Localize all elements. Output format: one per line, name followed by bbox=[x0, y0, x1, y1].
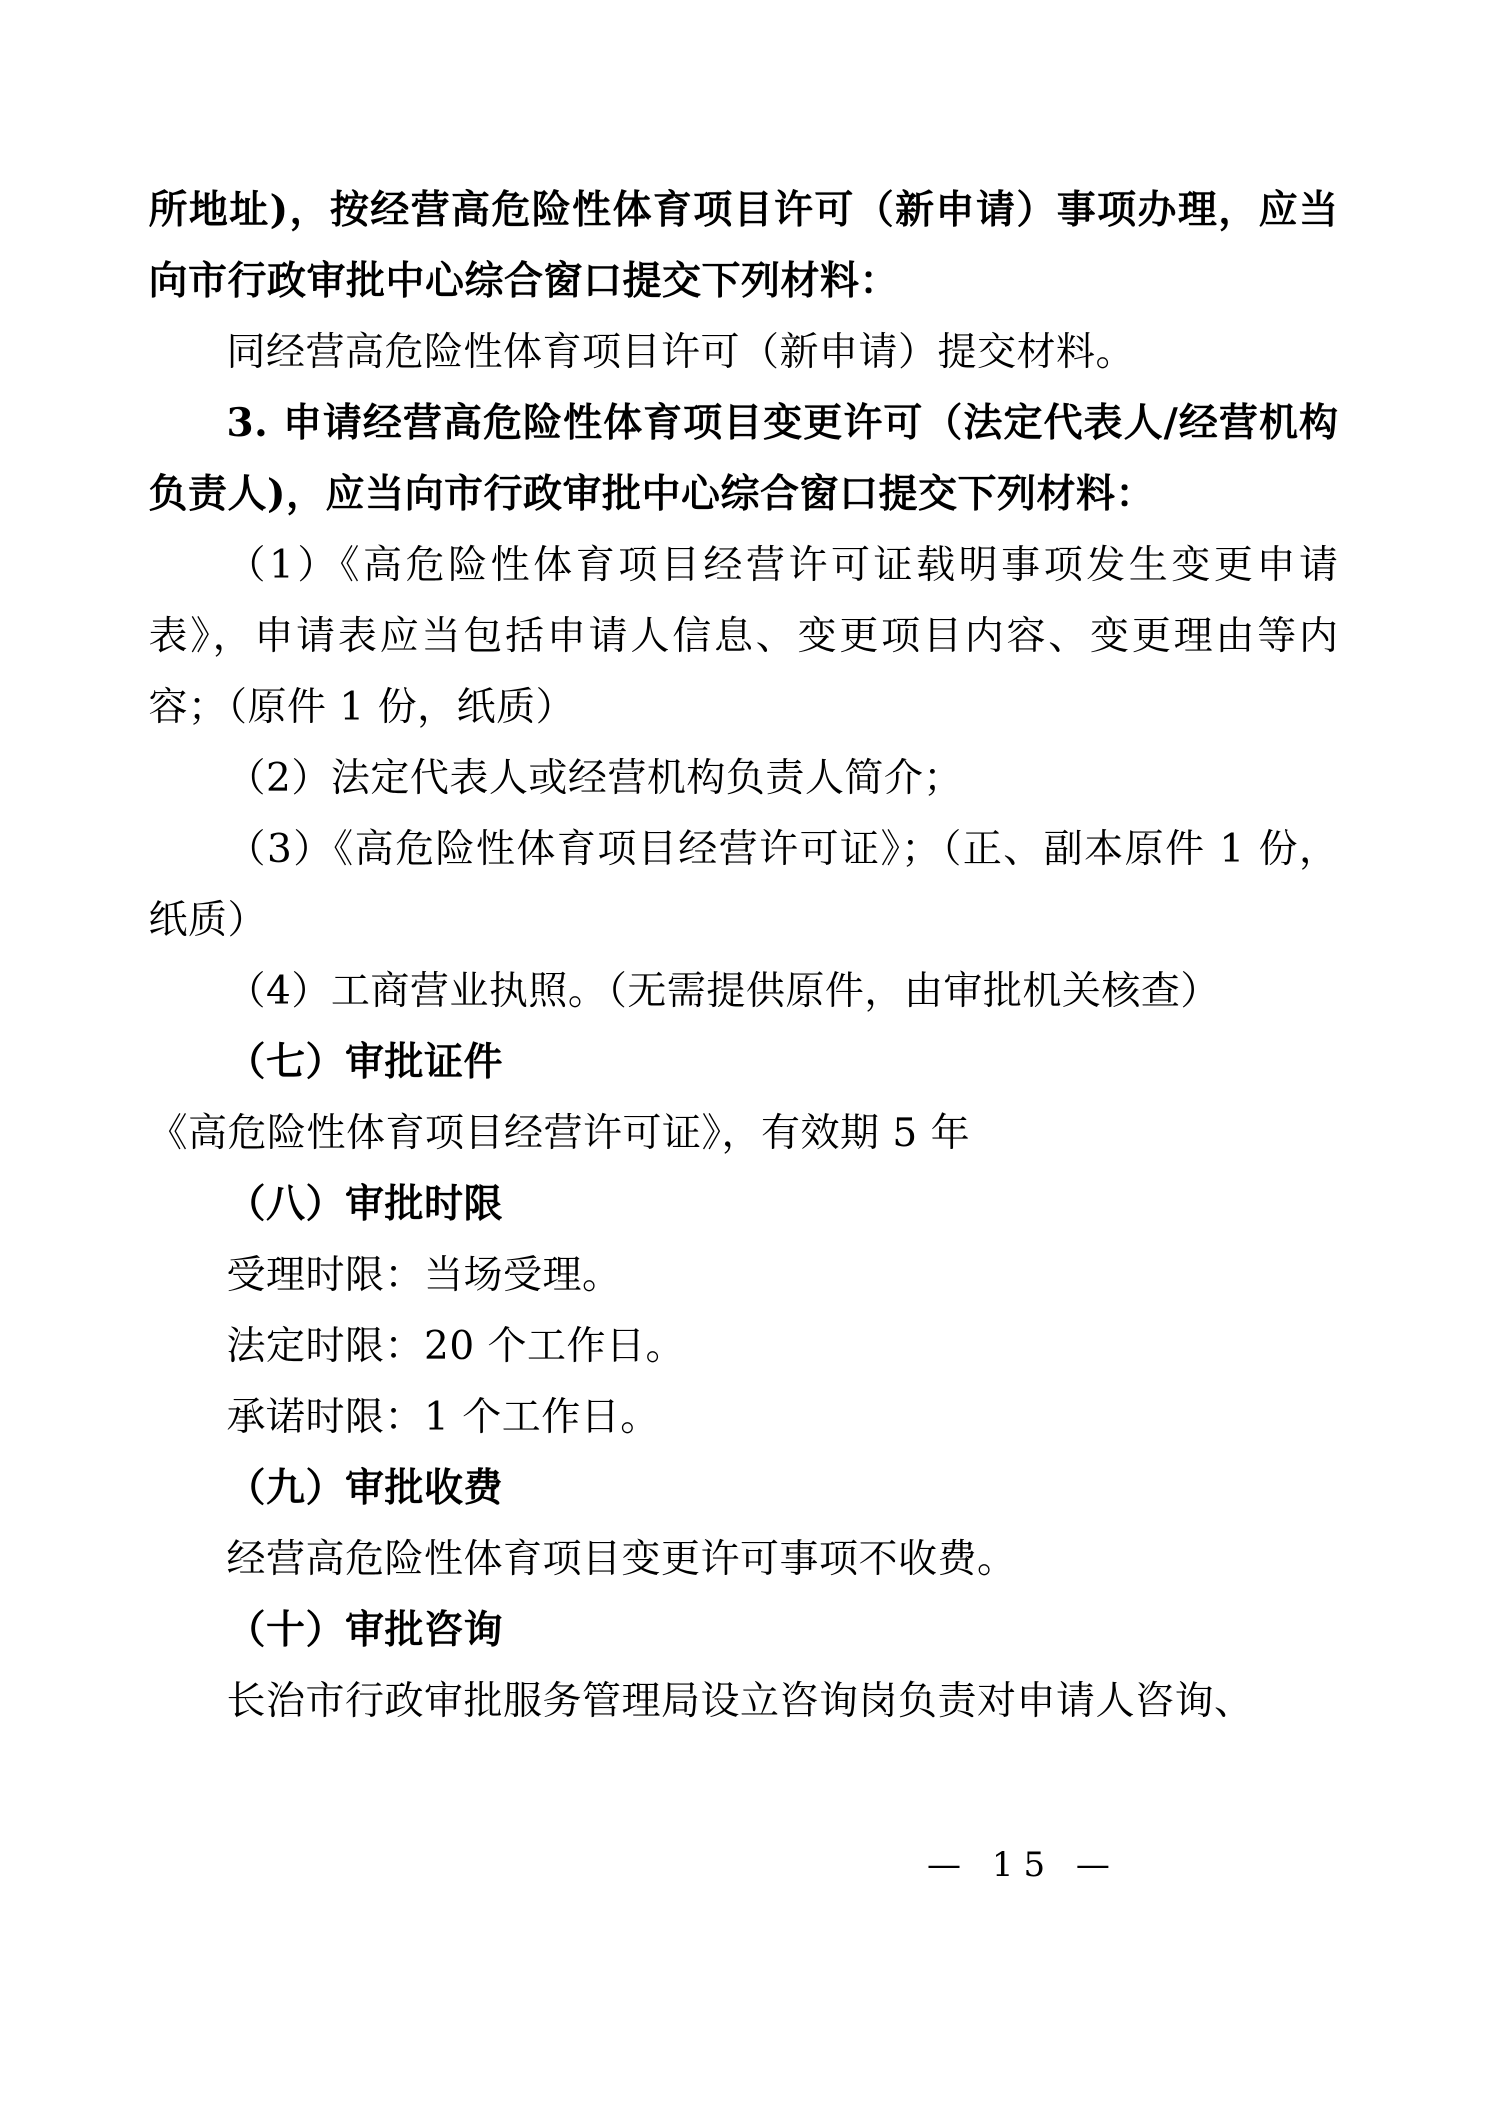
document-body bbox=[149, 175, 1339, 1737]
paragraph-item-3-heading: 3. 申请经营高危险性体育项目变更许可（法定代表人/经营机构负责人)，应当向市行政审批中心综合窗口提交下列材料： bbox=[148, 400, 1339, 517]
paragraph-promised-time: 承诺时限：1 个工作日。 bbox=[226, 1395, 660, 1440]
heading-section-10: （十）审批咨询 bbox=[226, 1607, 504, 1653]
paragraph-consultation: 长治市行政审批服务管理局设立咨询岗负责对申请人咨询、 bbox=[226, 1679, 1254, 1724]
paragraph-certificate: 《高危险性体育项目经营许可证》，有效期 5 年 bbox=[148, 1111, 971, 1156]
paragraph-statutory-time: 法定时限：20 个工作日。 bbox=[226, 1324, 686, 1369]
paragraph-same-materials: 同经营高危险性体育项目许可（新申请）提交材料。 bbox=[226, 330, 1136, 375]
page-number: — 15 — bbox=[927, 1845, 1120, 1885]
paragraph-material-2: （2）法定代表人或经营机构负责人简介； bbox=[226, 756, 963, 801]
heading-section-9: （九）审批收费 bbox=[226, 1465, 504, 1511]
heading-section-8: （八）审批时限 bbox=[226, 1181, 504, 1227]
page-footer bbox=[0, 1845, 1487, 1885]
paragraph-fee: 经营高危险性体育项目变更许可事项不收费。 bbox=[226, 1537, 1017, 1582]
paragraph-material-4: （4）工商营业执照。（无需提供原件，由审批机关核查） bbox=[226, 969, 1220, 1014]
paragraph-material-3: （3）《高危险性体育项目经营许可证》；（正、副本原件 1 份，纸质） bbox=[148, 827, 1339, 943]
paragraph-continuation: 所地址)，按经营高危险性体育项目许可（新申请）事项办理，应当向市行政审批中心综合窗口提交下列材料： bbox=[148, 187, 1339, 304]
heading-section-7: （七）审批证件 bbox=[226, 1039, 504, 1085]
paragraph-acceptance-time: 受理时限：当场受理。 bbox=[226, 1253, 622, 1298]
paragraph-material-1: （1）《高危险性体育项目经营许可证载明事项发生变更申请表》，申请表应当包括申请人信息、变更项目内容、变更理由等内容；（原件 1 份，纸质） bbox=[148, 543, 1339, 730]
